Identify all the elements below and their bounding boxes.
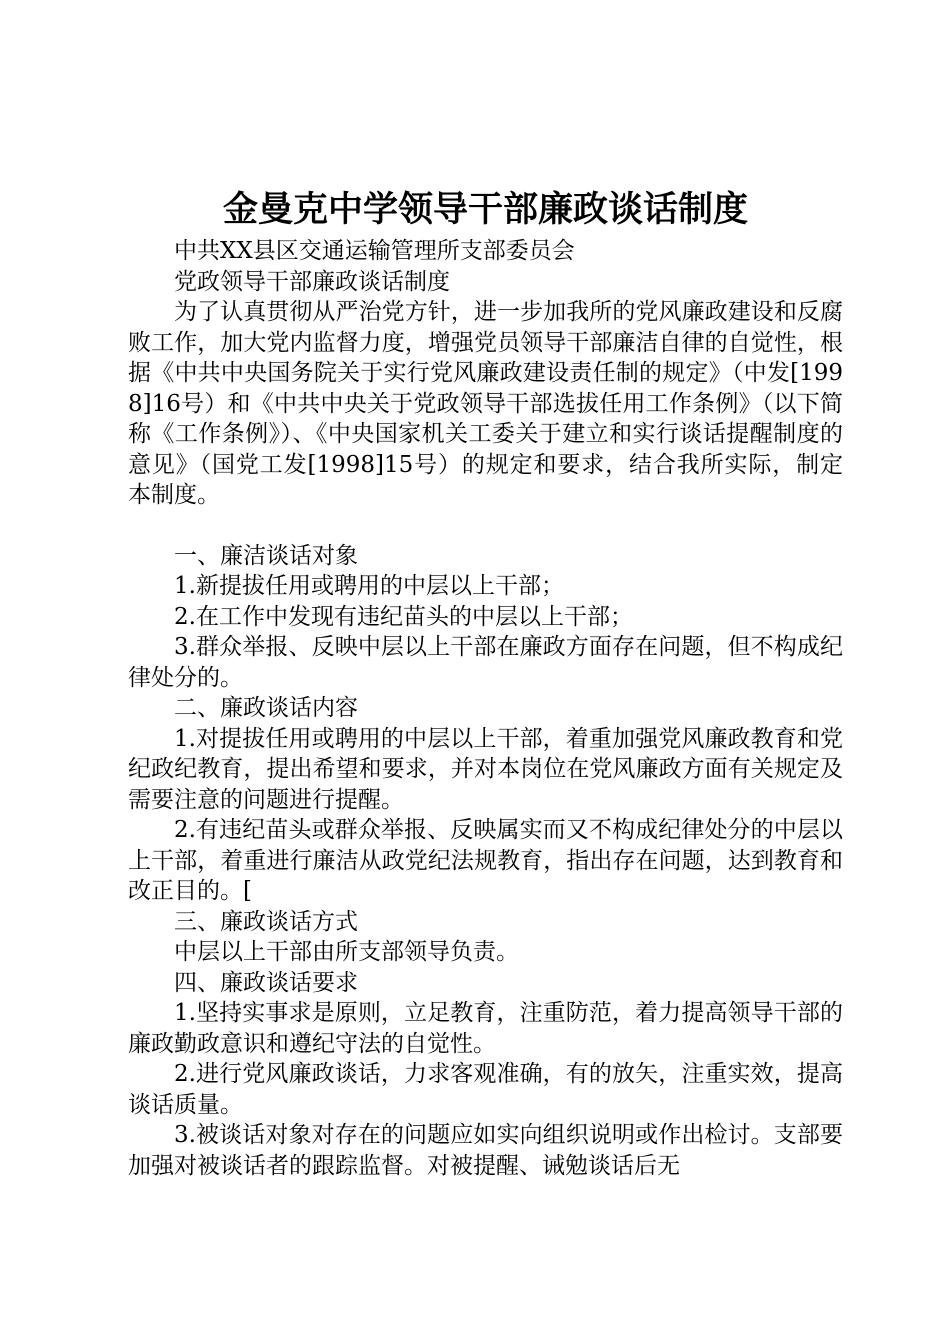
list-item: 2.有违纪苗头或群众举报、反映属实而又不构成纪律处分的中层以上干部，着重进行廉洁从政党纪法规教育，指出存在问题，达到教育和改正目的。[ [128,817,843,904]
section-heading-1: 一、廉洁谈话对象 [174,542,358,569]
list-item: 1.坚持实事求是原则，立足教育，注重防范，着力提高领导干部的廉政勤政意识和遵纪守法的自觉性。 [128,1000,843,1057]
list-item: 3.被谈话对象对存在的问题应如实向组织说明或作出检讨。支部要加强对被谈话者的跟踪监督。对被提醒、诫勉谈话后无 [128,1122,843,1179]
list-item: 3.群众举报、反映中层以上干部在廉政方面存在问题，但不构成纪律处分的。 [128,634,843,691]
subtitle-line: 党政领导干部廉政谈话制度 [174,268,450,295]
document-title: 金曼克中学领导干部廉政谈话制度 [222,190,748,230]
section-heading-4: 四、廉政谈话要求 [174,969,358,996]
body-paragraph: 中层以上干部由所支部领导负责。 [174,939,519,965]
document-page [128,190,843,1181]
list-item: 1.新提拔任用或聘用的中层以上干部； [174,573,564,599]
section-heading-3: 三、廉政谈话方式 [174,908,358,935]
list-item: 2.进行党风廉政谈话，力求客观准确，有的放矢，注重实效，提高谈话质量。 [128,1061,843,1118]
list-item: 1.对提拔任用或聘用的中层以上干部，着重加强党风廉政教育和党纪政纪教育，提出希望和要求，并对本岗位在党风廉政方面有关规定及需要注意的问题进行提醒。 [128,725,843,813]
intro-paragraph: 为了认真贯彻从严治党方针，进一步加我所的党风廉政建设和反腐败工作，加大党内监督力度，增强党员领导干部廉洁自律的自觉性，根据《中共中央国务院关于实行党风廉政建设责任制的规定》（中发[1998]16号）和《中共中央关于党政领导干部选拔任用工作条例》（以下简称《工作条例》）、《中央国家机关工委关于建立和实行谈话提醒制度的意见》（国党工发[1998]15号）的规定和要求，结合我所实际，制定本制度。 [128,299,843,508]
issuer-line: 中共XX县区交通运输管理所支部委员会 [174,238,575,264]
list-item: 2.在工作中发现有违纪苗头的中层以上干部； [174,603,633,630]
section-heading-2: 二、廉政谈话内容 [174,695,358,721]
paragraph-gap [128,511,843,541]
